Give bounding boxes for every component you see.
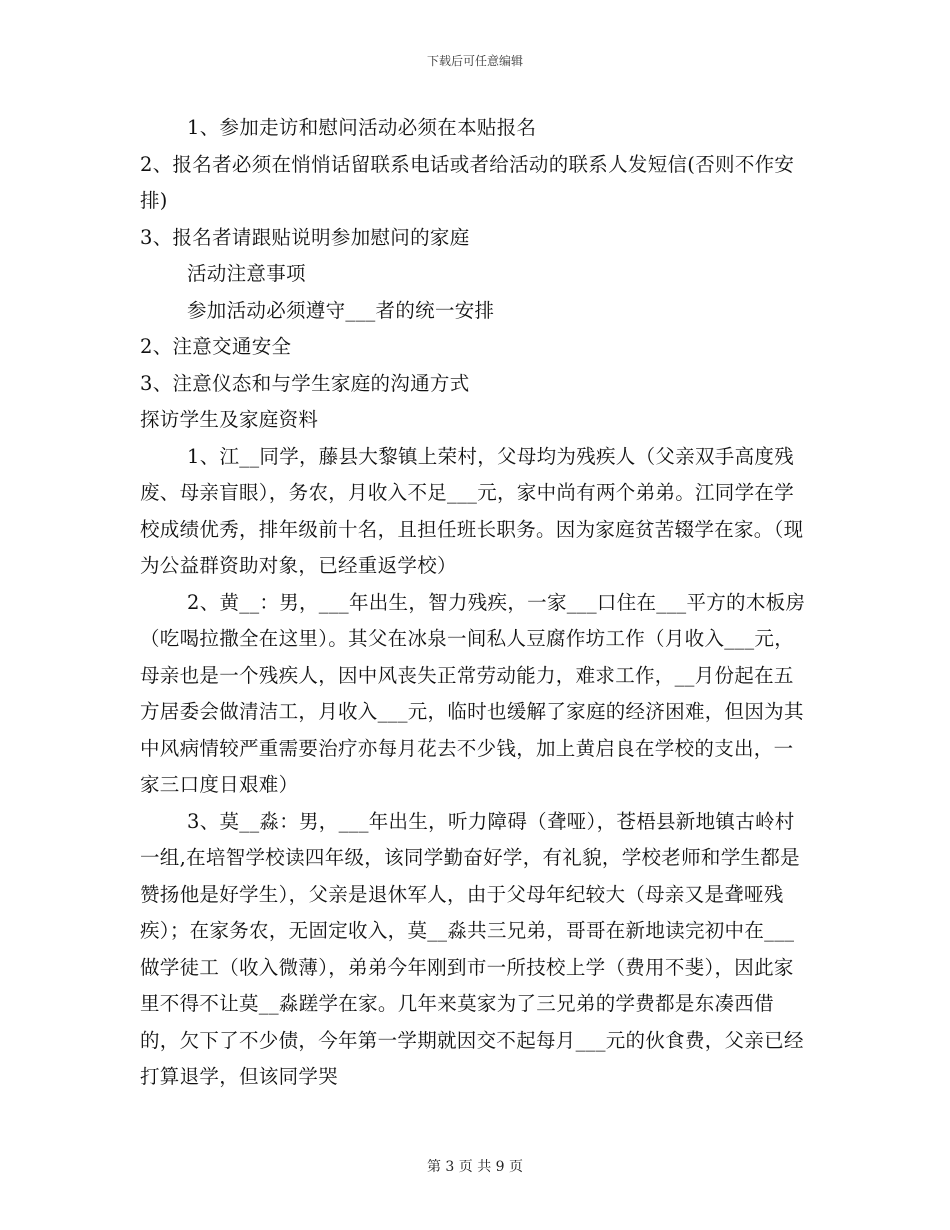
paragraph-1: 1、参加走访和慰问活动必须在本贴报名	[187, 116, 537, 139]
page-header: 下载后可任意编辑	[426, 54, 523, 68]
paragraph-5: 2、注意交通安全	[140, 335, 292, 358]
document-body	[140, 110, 808, 1096]
section-title-notes: 活动注意事项	[187, 262, 306, 285]
student-entry-3: 3、莫__淼：男，___年出生，听力障碍（聋哑），苍梧县新地镇古岭村一组,在培智学校读四年级，该同学勤奋好学，有礼貌，学校老师和学生都是赞扬他是好学生），父亲是退休军人，由于父母年纪较大（母亲又是聋哑残疾）；在家务农，无固定收入，莫__淼共三兄弟，哥哥在新地读完初中在___做学徒工（收入微薄），弟弟今年刚到市一所技校上学（费用不斐），因此家里不得不让莫__淼蹉学在家。几年来莫家为了三兄弟的学费都是东凑西借的，欠下了不少债，今年第一学期就因交不起每月___元的伙食费，父亲已经打算退学，但该同学哭	[140, 809, 804, 1088]
student-entry-1: 1、江__同学，藤县大黎镇上荣村，父母均为残疾人（父亲双手高度残废、母亲盲眼），务农，月收入不足___元，家中尚有两个弟弟。江同学在学校成绩优秀，排年级前十名，且担任班长职务。因为家庭贫苦辍学在家。（现为公益群资助对象，已经重返学校）	[140, 444, 804, 577]
student-entry-2: 2、黄__：男，___年出生，智力残疾，一家___口住在___平方的木板房（吃喝拉撒全在这里）。其父在冰泉一间私人豆腐作坊工作（月收入___元，母亲也是一个残疾人，因中风丧失正常劳动能力，难求工作，__月份起在五方居委会做清洁工，月收入___元，临时也缓解了家庭的经济困难，但因为其中风病情较严重需要治疗亦每月花去不少钱，加上黄启良在学校的支出，一家三口度日艰难）	[140, 590, 806, 796]
page-footer: 第 3 页 共 9 页	[426, 1159, 524, 1175]
section-title-students: 探访学生及家庭资料	[140, 408, 319, 431]
paragraph-4: 参加活动必须遵守___者的统一安排	[187, 298, 495, 322]
paragraph-3: 3、报名者请跟贴说明参加慰问的家庭	[140, 225, 470, 249]
paragraph-6: 3、注意仪态和与学生家庭的沟通方式	[140, 371, 470, 395]
paragraph-2: 2、报名者必须在悄悄话留联系电话或者给活动的联系人发短信(否则不作安排)	[140, 152, 795, 212]
